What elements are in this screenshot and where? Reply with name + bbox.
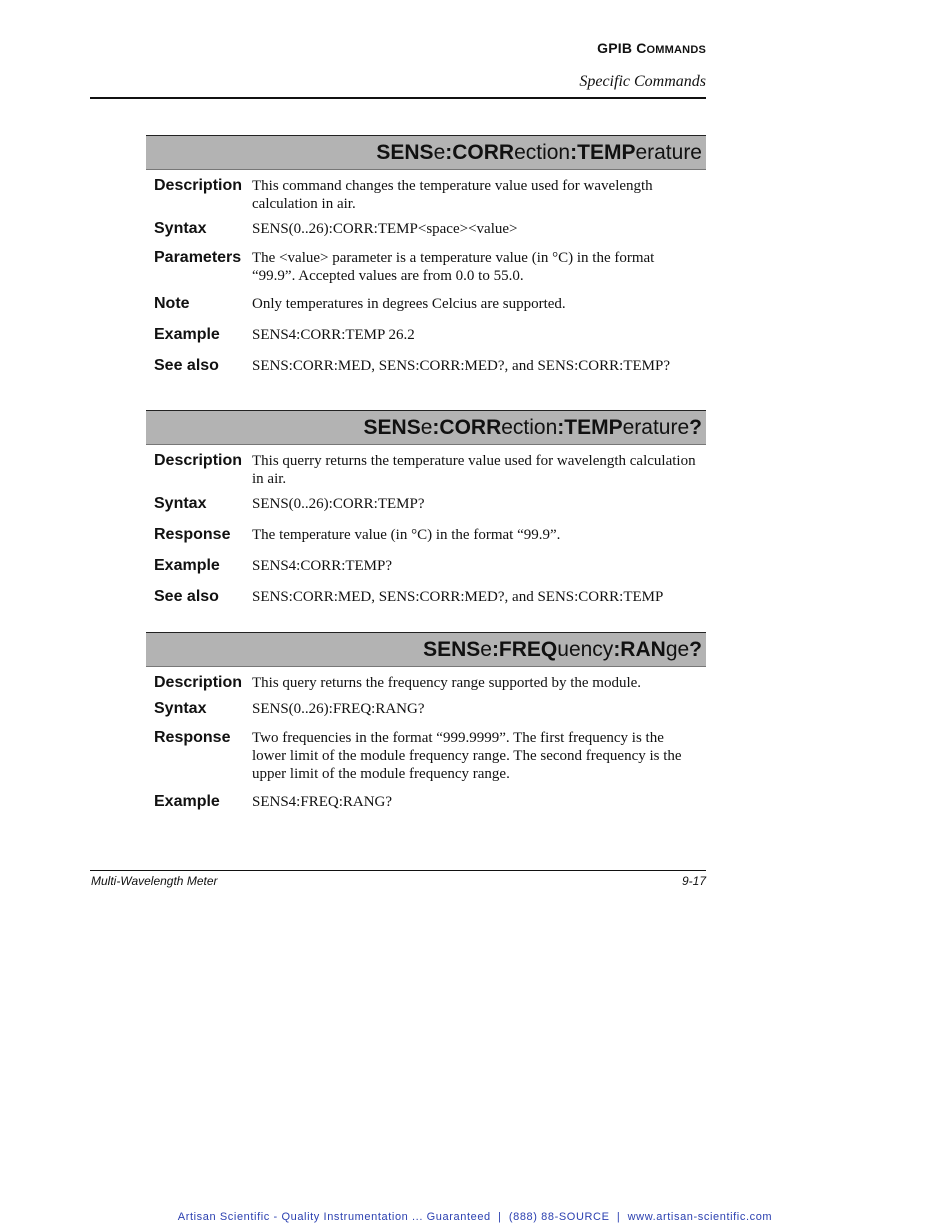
response-row bbox=[146, 727, 706, 783]
row-label: Description bbox=[154, 452, 243, 469]
row-text: SENS:CORR:MED, SENS:CORR:MED?, and SENS:CORR:TEMP bbox=[252, 589, 664, 605]
page-number: 9-17 bbox=[681, 874, 706, 888]
example-row bbox=[146, 791, 706, 812]
row-label: Description bbox=[154, 177, 243, 194]
heading-part: ection bbox=[501, 416, 558, 439]
row-text: This query returns the frequency range supported by the module. bbox=[252, 675, 642, 691]
row-text: The <value> parameter is a temperature value (in °C) in the format “99.9”. Accepted values are from 0.0 to 55.0. bbox=[252, 250, 655, 284]
row-label: See also bbox=[154, 357, 219, 374]
running-header-subtitle: Specific Commands bbox=[579, 73, 706, 90]
see-also-row bbox=[146, 355, 706, 376]
heading-part: :TEMP bbox=[557, 416, 623, 439]
example-row bbox=[146, 324, 706, 345]
row-text: The temperature value (in °C) in the format “99.9”. bbox=[252, 527, 561, 543]
syntax-row bbox=[146, 698, 706, 719]
heading-part: e bbox=[420, 416, 433, 439]
row-text: SENS:CORR:MED, SENS:CORR:MED?, and SENS:CORR:TEMP? bbox=[252, 358, 670, 374]
description-row bbox=[146, 450, 706, 488]
footer-product-name: Multi-Wavelength Meter bbox=[91, 874, 218, 888]
row-text: SENS(0..26):CORR:TEMP? bbox=[252, 496, 425, 512]
command-heading bbox=[146, 632, 706, 667]
heading-part: :CORR bbox=[445, 141, 515, 164]
heading-part: :TEMP bbox=[570, 141, 636, 164]
heading-part: :FREQ bbox=[491, 638, 558, 661]
heading-part: ection bbox=[514, 141, 571, 164]
row-label: Parameters bbox=[154, 249, 242, 266]
row-text: This command changes the temperature value used for wavelength calculation in air. bbox=[252, 178, 653, 212]
footer-rule bbox=[90, 870, 706, 871]
running-header-title bbox=[597, 40, 706, 56]
row-label: Example bbox=[154, 557, 220, 574]
row-label: Response bbox=[154, 526, 231, 543]
see-also-row bbox=[146, 586, 706, 607]
row-text: SENS4:CORR:TEMP? bbox=[252, 558, 393, 574]
heading-part: erature bbox=[622, 416, 690, 439]
row-label: Response bbox=[154, 729, 231, 746]
heading-part: :CORR bbox=[432, 416, 502, 439]
description-row bbox=[146, 672, 706, 693]
header-title-smallcaps: OMMANDS bbox=[646, 44, 706, 56]
row-label: Note bbox=[154, 295, 190, 312]
heading-part: e bbox=[433, 141, 446, 164]
row-text: SENS4:CORR:TEMP 26.2 bbox=[252, 327, 415, 343]
syntax-row bbox=[146, 218, 706, 239]
vendor-banner: Artisan Scientific - Quality Instrumentation ... Guaranteed | (888) 88-SOURCE | www.artisan-scientific.com bbox=[177, 1211, 773, 1223]
heading-part: SENS bbox=[423, 638, 481, 661]
heading-part: ge bbox=[665, 638, 690, 661]
command-heading bbox=[146, 410, 706, 445]
row-label: Syntax bbox=[154, 495, 207, 512]
heading-part: ? bbox=[689, 416, 702, 439]
command-section-2 bbox=[146, 410, 706, 607]
example-row bbox=[146, 555, 706, 576]
heading-part: e bbox=[480, 638, 492, 661]
heading-part: ? bbox=[689, 638, 702, 661]
heading-part: erature bbox=[635, 141, 702, 164]
syntax-row bbox=[146, 493, 706, 514]
heading-part: :RAN bbox=[613, 638, 666, 661]
row-label: Syntax bbox=[154, 220, 207, 237]
row-label: Example bbox=[154, 326, 220, 343]
row-label: Syntax bbox=[154, 700, 207, 717]
row-text: SENS(0..26):CORR:TEMP<space><value> bbox=[252, 221, 518, 237]
heading-part: uency bbox=[557, 638, 614, 661]
header-rule bbox=[90, 97, 706, 99]
header-title-cap: GPIB C bbox=[597, 40, 647, 56]
row-text: SENS(0..26):FREQ:RANG? bbox=[252, 701, 425, 717]
row-label: Example bbox=[154, 793, 220, 810]
row-label: See also bbox=[154, 588, 219, 605]
description-row bbox=[146, 175, 706, 213]
command-section-1 bbox=[146, 135, 706, 376]
row-text: Only temperatures in degrees Celcius are supported. bbox=[252, 296, 566, 312]
row-text: SENS4:FREQ:RANG? bbox=[252, 794, 393, 810]
row-label: Description bbox=[154, 674, 243, 691]
row-text: Two frequencies in the format “999.9999”. The first frequency is the lower limit of the module frequency range. The second frequency is the upper limit of the module frequency range. bbox=[252, 730, 682, 782]
heading-part: SENS bbox=[363, 416, 421, 439]
heading-part: SENS bbox=[376, 141, 434, 164]
command-section-3 bbox=[146, 632, 706, 812]
row-text: This querry returns the temperature value used for wavelength calculation in air. bbox=[252, 453, 696, 487]
note-row bbox=[146, 293, 706, 314]
command-heading bbox=[146, 135, 706, 170]
parameters-row bbox=[146, 247, 706, 285]
response-row bbox=[146, 524, 706, 545]
